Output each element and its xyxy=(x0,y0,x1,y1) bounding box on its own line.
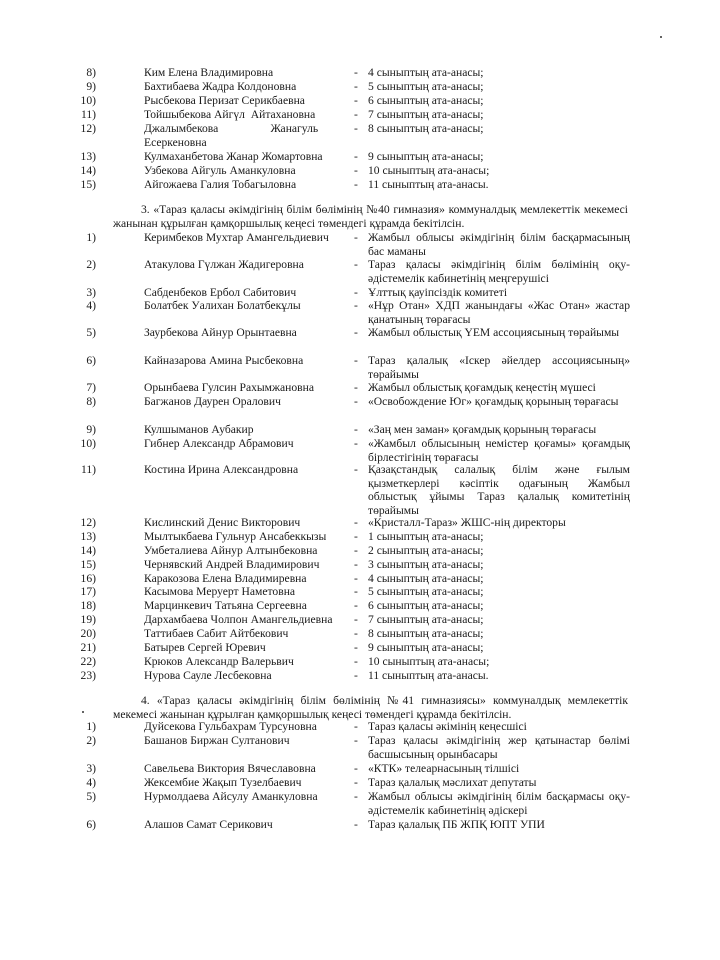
member-role: «Нұр Отан» ХДП жанындағы «Жас Отан» жастар қанатының төрағасы xyxy=(368,299,630,326)
dash-separator: - xyxy=(354,258,358,271)
dash-separator: - xyxy=(354,164,358,177)
scan-speck xyxy=(660,36,662,38)
dash-separator: - xyxy=(354,326,358,339)
member-role: «Жамбыл облысының немістер қоғамы» қоғамдық бірлестігінің төрағасы xyxy=(368,437,630,464)
dash-separator: - xyxy=(354,627,358,640)
dash-separator: - xyxy=(354,423,358,436)
dash-separator: - xyxy=(354,790,358,803)
item-number: 23) xyxy=(80,669,96,682)
dash-separator: - xyxy=(354,354,358,367)
dash-separator: - xyxy=(354,286,358,299)
dash-separator: - xyxy=(354,720,358,733)
member-role: 7 сыныптың ата-анасы; xyxy=(368,108,484,121)
member-role: Тараз қалалық «Іскер әйелдер ассоциясының» төрайымы xyxy=(368,354,630,381)
member-role: «Заң мен заман» қоғамдық қорының төрағасы xyxy=(368,423,597,436)
item-number: 21) xyxy=(80,641,96,654)
member-name: Умбеталиева Айнур Алтынбековна xyxy=(144,544,318,557)
dash-separator: - xyxy=(354,299,358,312)
member-role: Жамбыл облыстық қоғамдық кеңестің мүшесі xyxy=(368,381,596,394)
item-number: 8) xyxy=(86,66,96,79)
dash-separator: - xyxy=(354,530,358,543)
member-role: 6 сыныптың ата-анасы; xyxy=(368,94,484,107)
dash-separator: - xyxy=(354,544,358,557)
member-name: Кайназарова Амина Рысбековна xyxy=(144,354,304,367)
section4-heading: 4. «Тараз қаласы әкімдігінің білім бөлімінің №41 гимназиясы» коммуналдық мемлекеттік мекемесі жанынан құрылған қамқоршылық кеңесі төмендегі құрамда бекітілсін. xyxy=(113,694,628,721)
member-role: Жамбыл облыстық ҮЕМ ассоциясының төрайымы xyxy=(368,326,620,339)
item-number: 5) xyxy=(86,790,96,803)
member-role: Тараз қалалық мәслихат депутаты xyxy=(368,776,537,789)
member-name: Батырев Сергей Юревич xyxy=(144,641,266,654)
dash-separator: - xyxy=(354,231,358,244)
member-role: 4 сыныптың ата-анасы; xyxy=(368,572,484,585)
scan-speck xyxy=(82,711,84,713)
dash-separator: - xyxy=(354,734,358,747)
dash-separator: - xyxy=(354,818,358,831)
item-number: 3) xyxy=(86,286,96,299)
item-number: 22) xyxy=(80,655,96,668)
member-role: Жамбыл облысы әкімдігінің білім басқармасының бас маманы xyxy=(368,231,630,258)
item-number: 10) xyxy=(80,94,96,107)
member-role: 7 сыныптың ата-анасы; xyxy=(368,613,484,626)
member-name: Чернявский Андрей Владимирович xyxy=(144,558,320,571)
member-name: Костина Ирина Александровна xyxy=(144,463,299,476)
member-name: Кислинский Денис Викторович xyxy=(144,516,301,529)
member-role: 9 сыныптың ата-анасы; xyxy=(368,641,484,654)
member-role: «Кристалл-Тараз» ЖШС-нің директоры xyxy=(368,516,566,529)
member-role: 6 сыныптың ата-анасы; xyxy=(368,599,484,612)
member-name: Болатбек Уалихан Болатбекұлы xyxy=(144,299,301,312)
item-number: 12) xyxy=(80,516,96,529)
item-number: 2) xyxy=(86,734,96,747)
member-name: Дуйсекова Гульбахрам Турсуновна xyxy=(144,720,317,733)
member-name: Джалымбекова Жанагуль Есеркеновна xyxy=(144,122,319,149)
dash-separator: - xyxy=(354,66,358,79)
member-role: 3 сыныптың ата-анасы; xyxy=(368,558,484,571)
member-name: Касымова Меруерт Наметовна xyxy=(144,585,296,598)
member-name: Башанов Биржан Султанович xyxy=(144,734,290,747)
member-name: Рысбекова Перизат Серикбаевна xyxy=(144,94,305,107)
item-number: 13) xyxy=(80,530,96,543)
member-role: «Освобождение Юг» қоғамдық қорының төрағасы xyxy=(368,395,619,408)
member-name: Керимбеков Мухтар Амангельдиевич xyxy=(144,231,329,244)
member-role: Тараз қаласы әкімдігінің білім бөлімінің оқу-әдістемелік кабинетінің меңгерушісі xyxy=(368,258,630,285)
item-number: 9) xyxy=(86,423,96,436)
member-name: Сабденбеков Ербол Сабитович xyxy=(144,286,297,299)
member-name: Кулшыманов Аубакир xyxy=(144,423,254,436)
member-name: Алашов Самат Серикович xyxy=(144,818,273,831)
member-role: 11 сыныптың ата-анасы. xyxy=(368,669,489,682)
member-name: Тойшыбекова Айгүл Айтахановна xyxy=(144,108,316,121)
item-number: 11) xyxy=(80,108,96,121)
dash-separator: - xyxy=(354,655,358,668)
dash-separator: - xyxy=(354,80,358,93)
dash-separator: - xyxy=(354,150,358,163)
item-number: 14) xyxy=(80,164,96,177)
item-number: 15) xyxy=(80,558,96,571)
dash-separator: - xyxy=(354,516,358,529)
item-number: 5) xyxy=(86,326,96,339)
dash-separator: - xyxy=(354,122,358,135)
dash-separator: - xyxy=(354,558,358,571)
item-number: 10) xyxy=(80,437,96,450)
member-name: Жексембие Жақып Тузелбаевич xyxy=(144,776,302,789)
member-name: Каракозова Елена Владимиревна xyxy=(144,572,307,585)
item-number: 1) xyxy=(86,231,96,244)
member-role: Ұлттық қауіпсіздік комитеті xyxy=(368,286,508,299)
dash-separator: - xyxy=(354,463,358,476)
member-role: 9 сыныптың ата-анасы; xyxy=(368,150,484,163)
dash-separator: - xyxy=(354,395,358,408)
member-name: Айгожаева Галия Тобагыловна xyxy=(144,178,297,191)
dash-separator: - xyxy=(354,762,358,775)
member-name: Крюков Александр Валерьвич xyxy=(144,655,294,668)
member-name: Марцинкевич Татьяна Сергеевна xyxy=(144,599,307,612)
item-number: 11) xyxy=(80,463,96,476)
member-name: Заурбекова Айнур Орынтаевна xyxy=(144,326,297,339)
member-role: 1 сыныптың ата-анасы; xyxy=(368,530,484,543)
member-name: Атакулова Гүлжан Жадигеровна xyxy=(144,258,304,271)
item-number: 6) xyxy=(86,818,96,831)
member-role: 8 сыныптың ата-анасы; xyxy=(368,122,484,135)
item-number: 9) xyxy=(86,80,96,93)
member-role: 10 сыныптың ата-анасы; xyxy=(368,164,490,177)
item-number: 14) xyxy=(80,544,96,557)
member-role: 10 сыныптың ата-анасы; xyxy=(368,655,490,668)
member-name: Кулмаханбетова Жанар Жомартовна xyxy=(144,150,323,163)
member-name: Орынбаева Гулсин Рахымжановна xyxy=(144,381,315,394)
dash-separator: - xyxy=(354,178,358,191)
member-name: Дархамбаева Чолпон Амангельдиевна xyxy=(144,613,333,626)
member-role: 4 сыныптың ата-анасы; xyxy=(368,66,484,79)
dash-separator: - xyxy=(354,613,358,626)
dash-separator: - xyxy=(354,94,358,107)
member-name: Нурова Сауле Лесбековна xyxy=(144,669,272,682)
member-role: Тараз қалалық ПБ ЖПҚ ЮПТ УПИ xyxy=(368,818,545,831)
item-number: 4) xyxy=(86,776,96,789)
member-name: Савельева Виктория Вячеславовна xyxy=(144,762,316,775)
member-role: 5 сыныптың ата-анасы; xyxy=(368,585,484,598)
member-role: Тараз қаласы әкімінің кеңесшісі xyxy=(368,720,527,733)
item-number: 3) xyxy=(86,762,96,775)
item-number: 2) xyxy=(86,258,96,271)
dash-separator: - xyxy=(354,381,358,394)
member-name: Ким Елена Владимировна xyxy=(144,66,274,79)
dash-separator: - xyxy=(354,572,358,585)
item-number: 8) xyxy=(86,395,96,408)
item-number: 18) xyxy=(80,599,96,612)
member-name: Багжанов Даурен Оралович xyxy=(144,395,281,408)
item-number: 6) xyxy=(86,354,96,367)
member-role: 11 сыныптың ата-анасы. xyxy=(368,178,489,191)
dash-separator: - xyxy=(354,599,358,612)
section3-heading: 3. «Тараз қаласы әкімдігінің білім бөлімінің №40 гимназия» коммуналдық мемлекеттік мекемесі жанынан құрылған қамқоршылық кеңесі төмендегі құрамда бекітілсін. xyxy=(113,203,628,230)
member-name: Узбекова Айгуль Аманкуловна xyxy=(144,164,296,177)
member-name: Бахтибаева Жадра Колдоновна xyxy=(144,80,297,93)
item-number: 16) xyxy=(80,572,96,585)
dash-separator: - xyxy=(354,108,358,121)
member-role: 5 сыныптың ата-анасы; xyxy=(368,80,484,93)
item-number: 13) xyxy=(80,150,96,163)
dash-separator: - xyxy=(354,641,358,654)
member-name: Мылтыкбаева Гульнур Ансабеккызы xyxy=(144,530,327,543)
item-number: 1) xyxy=(86,720,96,733)
member-role: Қазақстандық салалық білім және ғылым қызметкерлері кәсіптік одағының Жамбыл облыстық ұйымы Тараз қалалық комитетінің төрайымы xyxy=(368,463,630,517)
dash-separator: - xyxy=(354,669,358,682)
member-name: Нурмолдаева Айсулу Аманкуловна xyxy=(144,790,318,803)
item-number: 20) xyxy=(80,627,96,640)
member-role: 8 сыныптың ата-анасы; xyxy=(368,627,484,640)
member-role: «КТК» телеарнасының тілшісі xyxy=(368,762,520,775)
dash-separator: - xyxy=(354,776,358,789)
dash-separator: - xyxy=(354,585,358,598)
item-number: 7) xyxy=(86,381,96,394)
item-number: 17) xyxy=(80,585,96,598)
member-role: 2 сыныптың ата-анасы; xyxy=(368,544,484,557)
item-number: 15) xyxy=(80,178,96,191)
item-number: 19) xyxy=(80,613,96,626)
member-role: Тараз қаласы әкімдігінің жер қатынастар бөлімі басшысының орынбасары xyxy=(368,734,630,761)
dash-separator: - xyxy=(354,437,358,450)
item-number: 4) xyxy=(86,299,96,312)
item-number: 12) xyxy=(80,122,96,135)
member-name: Гибнер Александр Абрамович xyxy=(144,437,294,450)
member-name: Таттибаев Сабит Айтбекович xyxy=(144,627,289,640)
member-role: Жамбыл облысы әкімдігінің білім басқармасы оқу-әдістемелік кабинетінің әдіскері xyxy=(368,790,630,817)
